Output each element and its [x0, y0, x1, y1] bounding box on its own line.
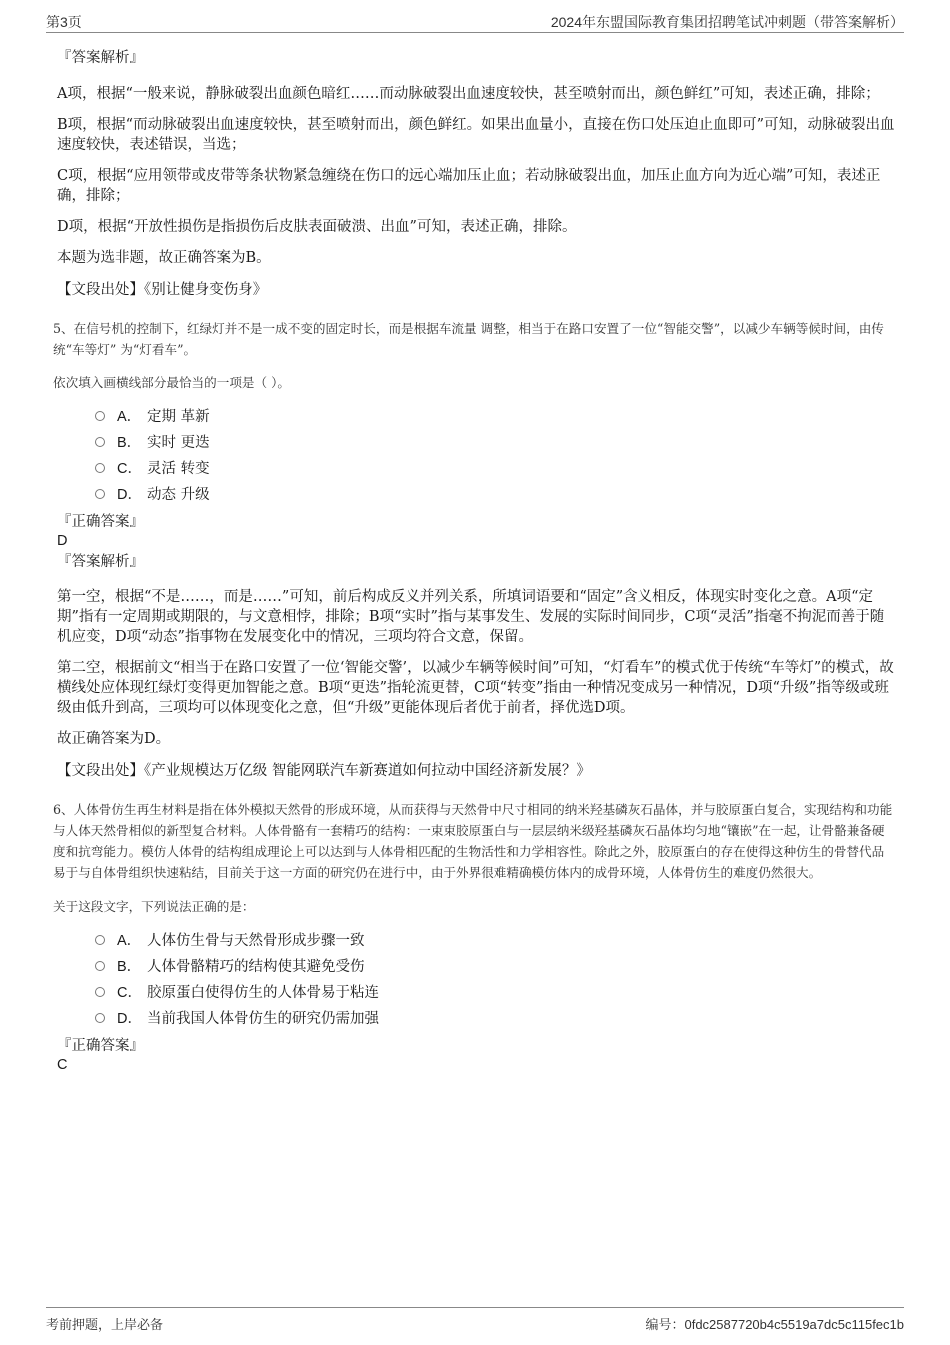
q5-option-b[interactable]: B． 实时 更迭 [95, 428, 895, 454]
q6-options [95, 926, 895, 1030]
page-header [46, 10, 904, 33]
q6-answer-label: 『正确答案』 [57, 1038, 144, 1054]
q5-options [95, 402, 895, 506]
page-footer [46, 1307, 904, 1338]
radio-icon[interactable] [95, 987, 105, 997]
q4-analysis-a: A项，根据“一般来说，静脉破裂出血颜色暗红……而动脉破裂出血速度较快，甚至喷射而出，颜色鲜红”可知，表述正确，排除； [57, 86, 880, 102]
q4-analysis-d: D项，根据“开放性损伤是指损伤后皮肤表面破溃、出血”可知，表述正确，排除。 [57, 219, 577, 235]
q5-option-c[interactable]: C． 灵活 转变 [95, 454, 895, 480]
document-id: 编号：0fdc2587720b4c5519a7dc5c115fec1b [645, 1317, 904, 1332]
q6-answer: C [57, 1057, 68, 1073]
q5-analysis-2: 第二空，根据前文“相当于在路口安置了一位‘智能交警’，以减少车辆等候时间”可知，“灯看车”的模式优于传统“车等灯”的模式，故横线处应体现红绿灯变得更加智能之意。B项“更迭”指轮流更替，C项“转变”指由一种情况变成另一种情况，D项“升级”指等级或班级由低升到高，三项均可以体现变化之意，但“升级”更能体现后者优于前者，择优选D项。 [57, 660, 894, 716]
q4-analysis-label: 『答案解析』 [57, 50, 144, 66]
q5-option-d[interactable]: D． 动态 升级 [95, 480, 895, 506]
q5-source: 【文段出处】《产业规模达万亿级 智能网联汽车新赛道如何拉动中国经济新发展？》 [57, 763, 591, 779]
q4-conclusion: 本题为选非题，故正确答案为B。 [57, 250, 271, 266]
document-title: 2024年东盟国际教育集团招聘笔试冲刺题（带答案解析） [550, 14, 904, 30]
q5-stem: 5、在信号机的控制下，红绿灯并不是一成不变的固定时长，而是根据车流量 调整，相当于在路口安置了一位“智能交警”，以减少车辆等候时间，由传统“车等灯” 为“灯看车”。 [53, 321, 884, 357]
radio-icon[interactable] [95, 1013, 105, 1023]
footer-slogan: 考前押题，上岸必备 [46, 1317, 164, 1332]
q6-stem: 6、人体骨仿生再生材料是指在体外模拟天然骨的形成环境，从而获得与天然骨中尺寸相同的纳米羟基磷灰石晶体，并与胶原蛋白复合，实现结构和功能与人体天然骨相似的新型复合材料。人体骨骼有一套精巧的结构：一束束胶原蛋白与一层层纳米级羟基磷灰石晶体均匀地“镶嵌”在一起，让骨骼兼备硬度和抗弯能力。模仿人体骨的结构组成理论上可以达到与人体骨相匹配的生物活性和力学相容性。除此之外，胶原蛋白的存在使得这种仿生的骨替代品易于与自体骨组织快速粘结，目前关于这一方面的研究仍在进行中，由于外界很难精确模仿体内的成骨环境，人体骨仿生的难度仍然很大。 [53, 802, 893, 880]
q5-answer-label: 『正确答案』 [57, 514, 144, 530]
q4-analysis-c: C项，根据“应用领带或皮带等条状物紧急缠绕在伤口的远心端加压止血；若动脉破裂出血，加压止血方向为近心端”可知，表述正确，排除； [57, 168, 881, 204]
q5-analysis-1: 第一空，根据“不是……，而是……”可知，前后构成反义并列关系，所填词语要和“固定”含义相反，体现实时变化之意。A项“定期”指有一定周期或期限的，与文意相悖，排除；B项“实时”指与某事发生、发展的实际时间同步，C项“灵活”指毫不拘泥而善于随机应变，D项“动态”指事物在发展变化中的情况，三项均符合文意，保留。 [57, 589, 885, 645]
q5-prompt: 依次填入画横线部分最恰当的一项是（ ）。 [53, 375, 290, 390]
radio-icon[interactable] [95, 463, 105, 473]
q4-analysis-b: B项，根据“而动脉破裂出血速度较快，甚至喷射而出，颜色鲜红。如果出血量小，直接在伤口处压迫止血即可”可知，动脉破裂出血速度较快，表述错误，当选； [57, 117, 895, 153]
q5-conclusion: 故正确答案为D。 [57, 731, 171, 747]
radio-icon[interactable] [95, 411, 105, 421]
q5-answer: D [57, 533, 68, 549]
q5-option-a[interactable]: A． 定期 革新 [95, 402, 895, 428]
page-content [53, 44, 895, 1074]
page-number: 第3页 [46, 14, 82, 30]
q4-source: 【文段出处】《别让健身变伤身》 [57, 282, 268, 298]
radio-icon[interactable] [95, 437, 105, 447]
q6-option-c[interactable]: C． 胶原蛋白使得仿生的人体骨易于粘连 [95, 978, 895, 1004]
q6-option-d[interactable]: D． 当前我国人体骨仿生的研究仍需加强 [95, 1004, 895, 1030]
q6-option-a[interactable]: A． 人体仿生骨与天然骨形成步骤一致 [95, 926, 895, 952]
radio-icon[interactable] [95, 935, 105, 945]
q5-analysis-label: 『答案解析』 [57, 554, 144, 570]
radio-icon[interactable] [95, 489, 105, 499]
q6-option-b[interactable]: B． 人体骨骼精巧的结构使其避免受伤 [95, 952, 895, 978]
q6-prompt: 关于这段文字，下列说法正确的是： [53, 899, 255, 914]
radio-icon[interactable] [95, 961, 105, 971]
